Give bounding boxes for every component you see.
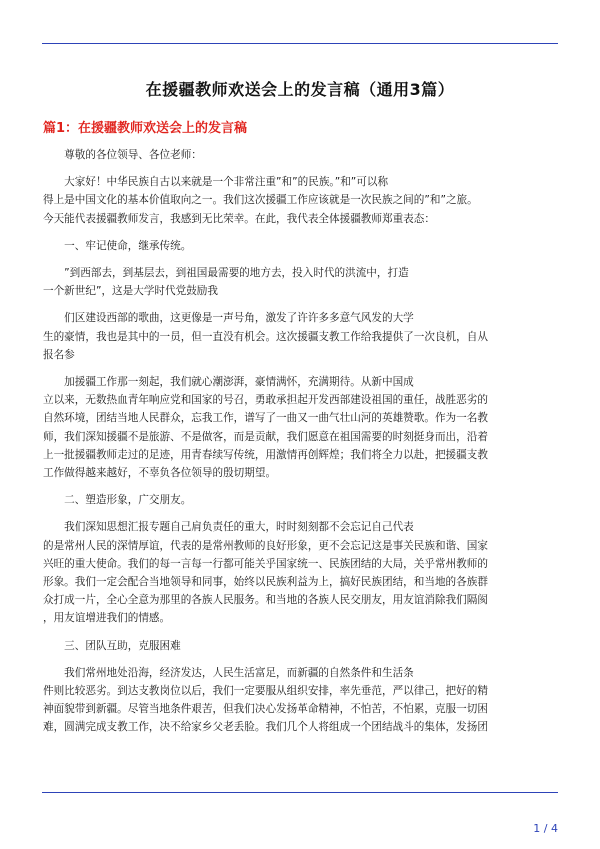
text-line: 师，我们深知援疆不是旅游、不是做客，而是贡献，我们愿意在祖国需要的时刻挺身而出，沿着	[43, 430, 488, 443]
text-line: 众打成一片，全心全意为那里的各族人民服务。和当地的各族人民交朋友，用友谊消除我们隔阂	[43, 594, 488, 607]
text-line: 今天能代表援疆教师发言，我感到无比荣幸。在此，我代表全体援疆教师郑重表态：	[43, 212, 435, 225]
text-line: 报名参	[43, 348, 75, 361]
text-line: 立以来，无数热血青年响应党和国家的号召，勇敢承担起开发西部建设祖国的重任，战胜恶劣的	[43, 394, 488, 407]
body-paragraph	[43, 373, 558, 482]
page-number: 1 / 4	[533, 822, 558, 835]
text-line: 我们常州地处沿海，经济发达，人民生活富足，而新疆的自然条件和生活条	[43, 666, 414, 679]
header-rule	[42, 43, 558, 44]
subheading-paragraph	[43, 491, 558, 509]
text-line: 三、团队互助，克服困难	[43, 639, 181, 652]
document-title: 在援疆教师欢送会上的发言稿（通用3篇）	[145, 80, 455, 99]
footer-rule	[42, 792, 558, 793]
text-line: 二、塑造形象，广交朋友。	[43, 494, 192, 507]
text-line: 尊敬的各位领导、各位老师：	[43, 149, 202, 161]
text-line: 得上是中国文化的基本价值取向之一。我们这次援疆工作应该就是一次民族之间的”和”之旅。	[43, 194, 478, 207]
body-paragraph	[43, 664, 558, 737]
subheading-paragraph	[43, 637, 558, 655]
body-paragraph	[43, 264, 558, 300]
text-line: 大家好！中华民族自古以来就是一个非常注重”和”的民族。”和”可以称	[43, 176, 389, 189]
text-line: ”到西部去，到基层去，到祖国最需要的地方去，投入时代的洪流中，打造	[43, 267, 409, 280]
text-line: 一个新世纪”，这是大学时代党鼓励我	[43, 285, 218, 298]
text-line: 工作做得越来越好，不辜负各位领导的殷切期望。	[43, 467, 277, 480]
text-line: 生的豪情，我也是其中的一员，但一直没有机会。这次援疆支教工作给我提供了一次良机，自从	[43, 330, 488, 343]
text-line: 的是常州人民的深情厚谊，代表的是常州教师的良好形象，更不会忘记这是事关民族和谐、国家	[43, 539, 488, 552]
text-line: 难，圆满完成支教工作，决不给家乡父老丢脸。我们几个人将组成一个团结战斗的集体，发扬团	[43, 721, 488, 734]
section-heading: 篇1：在援疆教师欢送会上的发言稿	[43, 121, 248, 136]
text-line: 件则比较恶劣。到达支教岗位以后，我们一定要服从组织安排，率先垂范，严以律己，把好的精	[43, 685, 488, 698]
text-line: 神面貌带到新疆。尽管当地条件艰苦，但我们决心发扬革命精神，不怕苦，不怕累，克服一切困	[43, 703, 488, 716]
body-paragraph	[43, 518, 558, 627]
text-line: 加援疆工作那一刻起，我们就心潮澎湃，豪情满怀，充满期待。从新中国成	[43, 376, 414, 389]
text-line: 一、牢记使命，继承传统。	[43, 239, 192, 252]
text-line: 我们深知思想汇报专题自己肩负责任的重大，时时刻刻都不会忘记自己代表	[43, 521, 414, 534]
text-line: 上一批援疆教师走过的足迹，用青春续写传统，用激情再创辉煌；我们将全力以赴，把援疆支教	[43, 448, 488, 461]
text-line: ，用友谊增进我们的情感。	[43, 612, 171, 625]
body-paragraph	[43, 309, 558, 364]
text-line: 形象。我们一定会配合当地领导和同事，始终以民族利益为上，搞好民族团结，和当地的各族群	[43, 576, 488, 589]
text-line: 自然环境，团结当地人民群众，忘我工作，谱写了一曲又一曲气壮山河的英雄赞歌。作为一名教	[43, 412, 488, 425]
text-line: 兴旺的重大使命。我们的每一言每一行都可能关乎国家统一、民族团结的大局，关乎常州教师的	[43, 557, 488, 570]
subheading-paragraph	[43, 237, 558, 255]
salutation-paragraph	[43, 146, 558, 164]
text-line: 们区建设西部的歌曲，这更像是一声号角，激发了许许多多意气风发的大学	[43, 312, 414, 325]
body-paragraph	[43, 173, 558, 228]
document-body	[43, 146, 558, 737]
